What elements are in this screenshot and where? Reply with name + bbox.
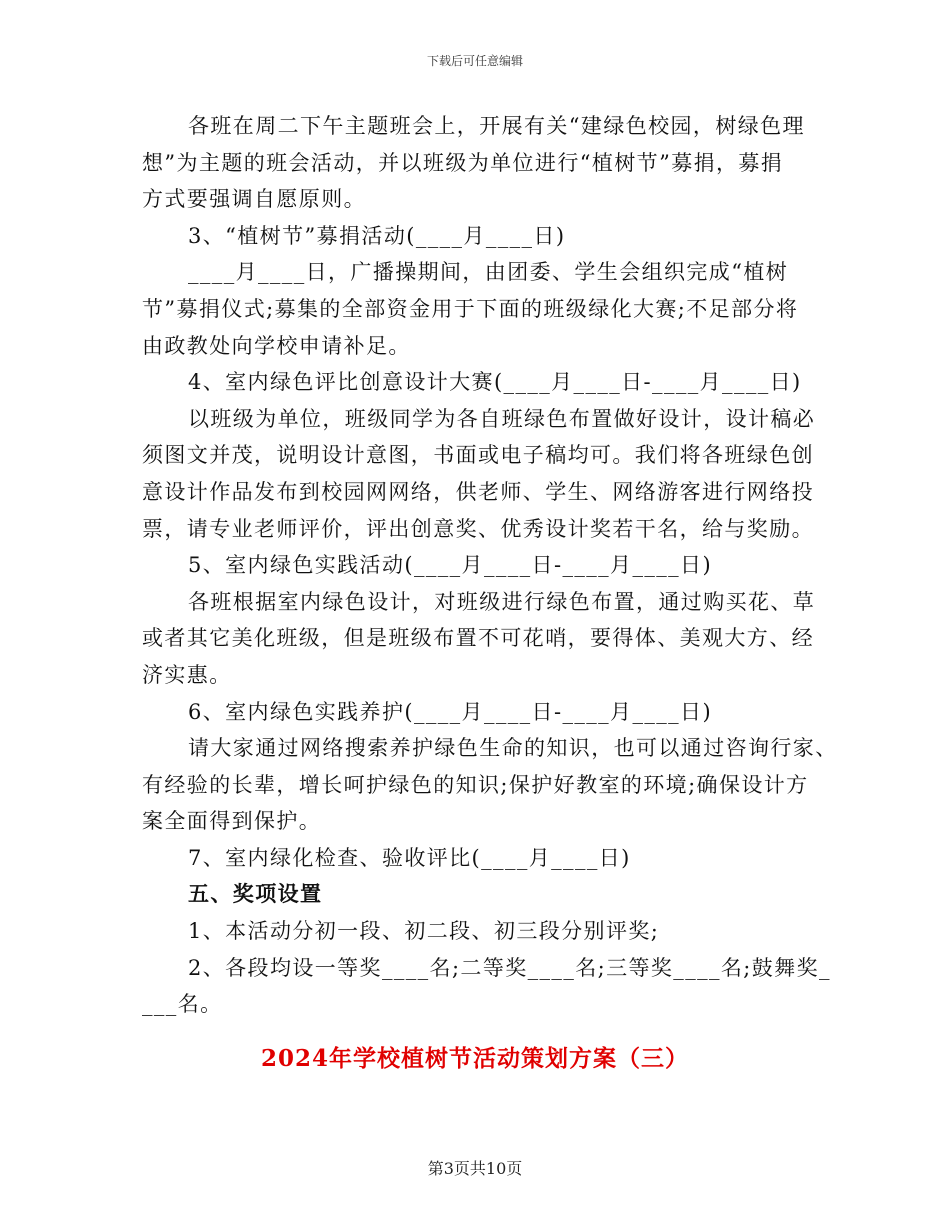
text-line: 7、室内绿化检查、验收评比(____月____日): [188, 845, 631, 870]
section-heading: 五、奖项设置: [188, 881, 323, 907]
page-header: 下载后可任意编辑: [426, 54, 523, 68]
text-line: 济实惠。: [142, 662, 232, 687]
text-line: 各班在周二下午主题班会上，开展有关“建绿色校园，树绿色理: [188, 114, 805, 138]
text-line: 3、“植树节”募捐活动(____月____日): [188, 223, 566, 248]
text-line: ___名。: [142, 992, 223, 1017]
text-line: 方式要强调自愿原则。: [142, 187, 366, 212]
text-line: 2、各段均设一等奖____名;二等奖____名;三等奖____名;鼓舞奖_: [188, 955, 831, 980]
text-line: ____月____日，广播操期间，由团委、学生会组织完成“植树: [188, 260, 789, 285]
text-line: 案全面得到保护。: [142, 809, 322, 834]
text-line: 由政教处向学校申请补足。: [142, 333, 411, 358]
document-body: [142, 108, 838, 1023]
text-line: 想”为主题的班会活动，并以班级为单位进行“植树节”募捐，募捐: [142, 150, 784, 175]
page-footer: 第3页共10页: [427, 1159, 523, 1178]
text-line: 或者其它美化班级，但是班级布置不可花哨，要得体、美观大方、经: [142, 626, 814, 651]
text-line: 各班根据室内绿色设计，对班级进行绿色布置，通过购买花、草: [188, 589, 816, 614]
text-line: 4、室内绿色评比创意设计大赛(____月____日-____月____日): [188, 370, 802, 395]
text-line: 5、室内绿色实践活动(____月____日-____月____日): [188, 553, 713, 578]
text-line: 以班级为单位，班级同学为各自班绿色布置做好设计，设计稿必: [188, 406, 816, 431]
text-line: 请大家通过网络搜索养护绿色生命的知识，也可以通过咨询行家、: [188, 736, 838, 761]
text-line: 1、本活动分初一段、初二段、初三段分别评奖;: [188, 919, 660, 944]
text-line: 须图文并茂，说明设计意图，书面或电子稿均可。我们将各班绿色创: [142, 443, 814, 468]
text-line: 意设计作品发布到校园网网络，供老师、学生、网络游客进行网络投: [142, 479, 814, 504]
text-line: 6、室内绿色实践养护(____月____日-____月____日): [188, 699, 713, 724]
section-title: 2024年学校植树节活动策划方案（三）: [260, 1045, 689, 1072]
text-line: 有经验的长辈，增长呵护绿色的知识;保护好教室的环境;确保设计方: [142, 772, 809, 797]
text-line: 节”募捐仪式;募集的全部资金用于下面的班级绿化大赛;不足部分将: [142, 296, 799, 321]
text-line: 票，请专业老师评价，评出创意奖、优秀设计奖若干名，给与奖励。: [142, 516, 814, 541]
